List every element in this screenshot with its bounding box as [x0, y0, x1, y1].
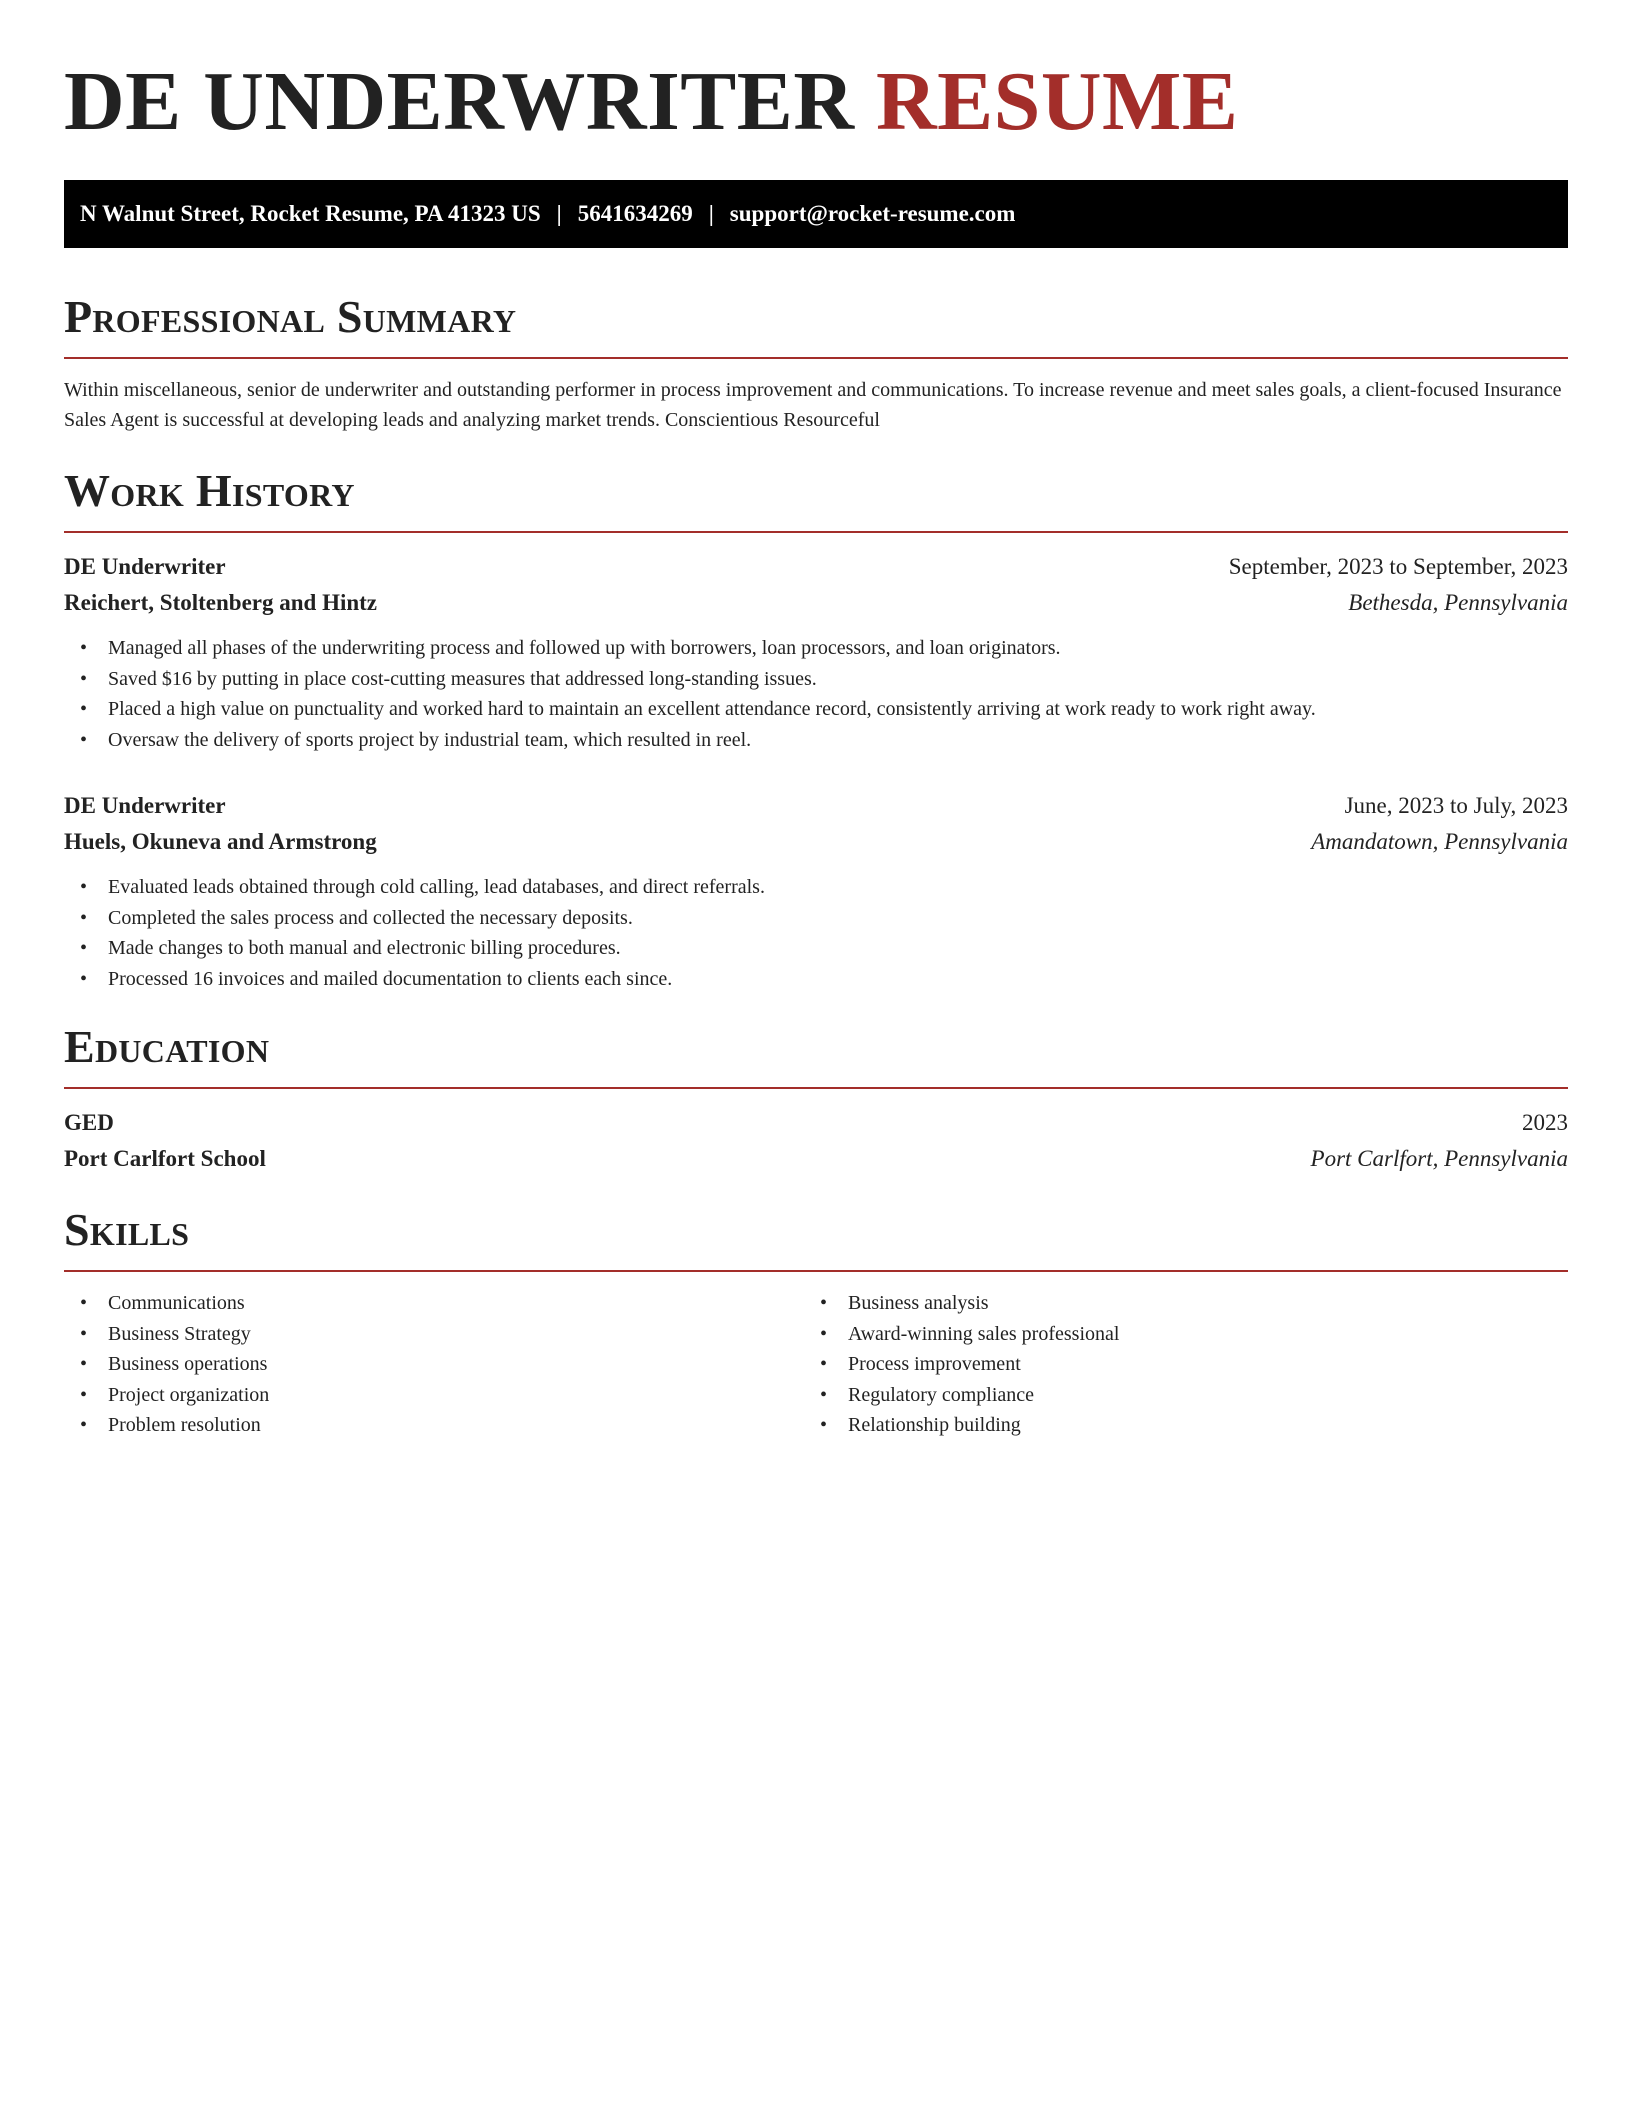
title-accent: RESUME [875, 55, 1239, 148]
skill-item: • Business analysis [804, 1288, 1544, 1319]
job-title-row [64, 549, 1568, 585]
summary-heading: Professional Summary [64, 291, 517, 342]
contact-separator: | [708, 201, 714, 226]
job-title-row [64, 788, 1568, 824]
list-item: • Processed 16 invoices and mailed documentation to clients each since. [64, 964, 1568, 995]
list-item: • Made changes to both manual and electronic billing procedures. [64, 933, 1568, 964]
job-entry [64, 788, 1568, 994]
job-location: Bethesda, Pennsylvania [1348, 590, 1568, 615]
summary-divider [64, 357, 1568, 359]
skill-item: • Process improvement [804, 1349, 1544, 1380]
job-entry [64, 549, 1568, 755]
skill-item: • Business operations [64, 1349, 804, 1380]
skill-item: • Project organization [64, 1380, 804, 1411]
job-company: Reichert, Stoltenberg and Hintz [64, 590, 378, 615]
list-item: • Saved $16 by putting in place cost-cutting measures that addressed long-standing issues. [64, 664, 1568, 695]
education-school-row [64, 1141, 1568, 1177]
contact-separator: | [556, 201, 562, 226]
job-company-row [64, 824, 1568, 860]
education-school: Port Carlfort School [64, 1146, 266, 1171]
education-degree: GED [64, 1110, 114, 1135]
education-degree-row [64, 1105, 1568, 1141]
job-title: DE Underwriter [64, 793, 226, 818]
contact-phone: 5641634269 [577, 201, 693, 226]
job-dates: June, 2023 to July, 2023 [1344, 793, 1568, 818]
skill-item: • Relationship building [804, 1410, 1544, 1441]
contact-email: support@rocket-resume.com [729, 201, 1016, 226]
list-item: • Managed all phases of the underwriting process and followed up with borrowers, loan processors, and loan originators. [64, 633, 1568, 664]
job-company: Huels, Okuneva and Armstrong [64, 829, 377, 854]
job-company-row [64, 585, 1568, 621]
skill-item: • Award-winning sales professional [804, 1319, 1544, 1350]
job-title: DE Underwriter [64, 554, 226, 579]
page-title [64, 0, 1568, 150]
list-item: • Oversaw the delivery of sports project by industrial team, which resulted in reel. [64, 725, 1568, 756]
work-history-divider [64, 531, 1568, 533]
education-year: 2023 [1522, 1110, 1568, 1135]
skill-item: • Business Strategy [64, 1319, 804, 1350]
education-divider [64, 1087, 1568, 1089]
list-item: • Completed the sales process and collected the necessary deposits. [64, 903, 1568, 934]
title-main: DE UNDERWRITER [64, 55, 855, 148]
contact-address: N Walnut Street, Rocket Resume, PA 41323 US [80, 201, 541, 226]
work-history-heading: Work History [64, 465, 355, 516]
skills-grid [64, 1288, 1568, 1441]
skills-list-right [804, 1288, 1544, 1441]
skills-divider [64, 1270, 1568, 1272]
summary-text: Within miscellaneous, senior de underwriter and outstanding performer in process improvement and communications. To increase revenue and meet sales goals, a client-focused Insurance Sales Agent is successful at developing leads and analyzing market trends. Conscientious Resourceful [64, 379, 1562, 431]
list-item: • Evaluated leads obtained through cold calling, lead databases, and direct referrals. [64, 872, 1568, 903]
skills-list-left [64, 1288, 804, 1441]
job-dates: September, 2023 to September, 2023 [1228, 554, 1568, 579]
skill-item: • Problem resolution [64, 1410, 804, 1441]
education-location: Port Carlfort, Pennsylvania [1310, 1146, 1568, 1171]
skill-item: • Regulatory compliance [804, 1380, 1544, 1411]
education-heading: Education [64, 1021, 270, 1072]
education-entry [64, 1105, 1568, 1177]
job-bullets [64, 633, 1568, 755]
job-bullets [64, 872, 1568, 994]
job-location: Amandatown, Pennsylvania [1311, 829, 1568, 854]
list-item: • Placed a high value on punctuality and worked hard to maintain an excellent attendance record, consistently arriving at work ready to work right away. [64, 694, 1568, 725]
contact-bar [64, 180, 1568, 248]
skills-heading: Skills [64, 1204, 190, 1255]
skill-item: • Communications [64, 1288, 804, 1319]
